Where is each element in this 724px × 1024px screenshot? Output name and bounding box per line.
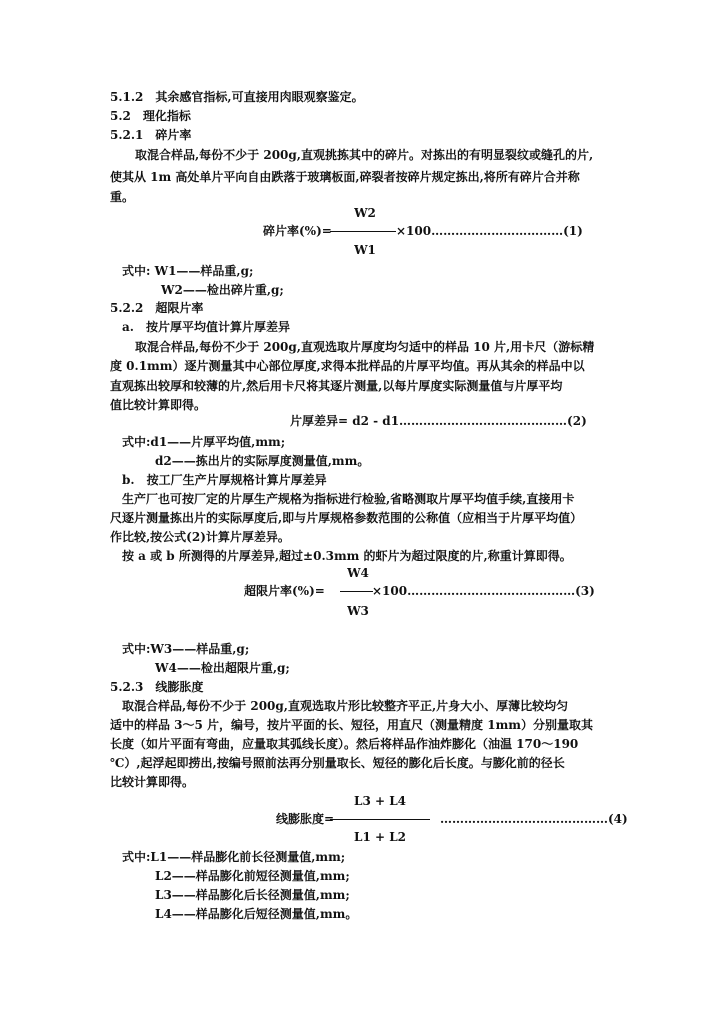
formula-2: 片厚差异= d2 - d1……………………………………(2) [290, 414, 587, 428]
section-5-2-3-heading: 5.2.3 线膨胀度 [110, 680, 204, 694]
variable-definition: W2——检出碎片重,g; [161, 283, 284, 297]
paragraph-line: 值比较计算即得。 [110, 398, 207, 412]
variable-definition: W4——检出超限片重,g; [155, 661, 290, 675]
paragraph-line: 取混合样品,每份不少于 200g,直观选取片厚度均匀适中的样品 10 片,用卡尺（游标精 [135, 340, 595, 354]
paragraph-line: ℃）,起浮起即捞出,按编号照前法再分别量取长、短径的膨化后长度。与膨化前的径长 [110, 756, 565, 770]
formula-3-fraction-bar [340, 591, 373, 592]
formula-3-numerator: W4 [347, 566, 369, 580]
formula-3-denominator: W3 [347, 604, 369, 618]
section-5-2-2-heading: 5.2.2 超限片率 [110, 301, 204, 315]
paragraph-line: 尺逐片测量拣出片的实际厚度后,即与片厚规格参数范围的公称值（应相当于片厚平均值） [110, 511, 583, 525]
paragraph-line: 直观拣出较厚和较薄的片,然后用卡尺将其逐片测量,以每片厚度实际测量值与片厚平均 [110, 379, 563, 393]
paragraph-line: 适中的样品 3～5 片，编号，按片平面的长、短径，用直尺（测量精度 1mm）分别量取其 [110, 718, 593, 732]
paragraph-line: 重。 [110, 190, 135, 204]
subsection-a-heading: a. 按片厚平均值计算片厚差异 [122, 320, 290, 334]
paragraph-line: 作比较,按公式(2)计算片厚差异。 [110, 530, 290, 544]
variable-definition: L4——样品膨化后短径测量值,mm。 [155, 907, 358, 921]
formula-4-tail: ……………………………………(4) [440, 812, 628, 826]
variable-definition: 式中: W1——样品重,g; [122, 264, 254, 278]
formula-1-tail: ×100……………………………(1) [396, 224, 583, 238]
subsection-b-heading: b. 按工厂生产片厚规格计算片厚差异 [122, 473, 327, 487]
formula-4-denominator: L1 + L2 [354, 830, 406, 844]
paragraph-line: 度 0.1mm）逐片测量其中心部位厚度,求得本批样品的片厚平均值。再从其余的样品中以 [110, 359, 585, 373]
formula-3-label: 超限片率(%)= [244, 584, 325, 598]
formula-4-numerator: L3 + L4 [354, 794, 406, 808]
paragraph-line: 长度（如片平面有弯曲，应量取其弧线长度）。然后将样品作油炸膨化（油温 170～190 [110, 737, 579, 751]
formula-1-fraction-bar [330, 231, 396, 232]
paragraph-line: 比较计算即得。 [110, 775, 195, 789]
variable-definition: L2——样品膨化前短径测量值,mm; [155, 869, 350, 883]
paragraph-line: 生产厂也可按厂定的片厚生产规格为指标进行检验,省略测取片厚平均值手续,直接用卡 [122, 492, 575, 506]
formula-1-denominator: W1 [354, 243, 376, 257]
formula-1-numerator: W2 [354, 206, 376, 220]
section-5-1-2: 5.1.2 其余感官指标,可直接用肉眼观察鉴定。 [110, 90, 364, 104]
paragraph-line: 使其从 1m 高处单片平向自由跌落于玻璃板面,碎裂者按碎片规定拣出,将所有碎片合并称 [110, 170, 580, 184]
paragraph-line: 取混合样品,每份不少于 200g,直观选取片形比较整齐平正,片身大小、厚薄比较均匀 [122, 699, 569, 713]
section-5-2-heading: 5.2 理化指标 [110, 109, 191, 123]
paragraph-line: 按 a 或 b 所测得的片厚差异,超过±0.3mm 的虾片为超过限度的片,称重计算即得。 [122, 549, 572, 563]
variable-definition: d2——拣出片的实际厚度测量值,mm。 [155, 454, 370, 468]
variable-definition: L3——样品膨化后长径测量值,mm; [155, 888, 350, 902]
variable-definition: 式中:L1——样品膨化前长径测量值,mm; [122, 850, 346, 864]
paragraph-line: 取混合样品,每份不少于 200g,直观挑拣其中的碎片。对拣出的有明显裂纹或缝孔的片, [135, 148, 594, 162]
section-5-2-1-heading: 5.2.1 碎片率 [110, 128, 192, 142]
formula-4-fraction-bar [330, 819, 430, 820]
variable-definition: 式中:d1——片厚平均值,mm; [122, 435, 286, 449]
formula-3-tail: ×100……………………………………(3) [372, 584, 595, 598]
formula-4-label: 线膨胀度= [276, 812, 335, 826]
formula-1-label: 碎片率(%)= [263, 224, 332, 238]
variable-definition: 式中:W3——样品重,g; [122, 642, 250, 656]
